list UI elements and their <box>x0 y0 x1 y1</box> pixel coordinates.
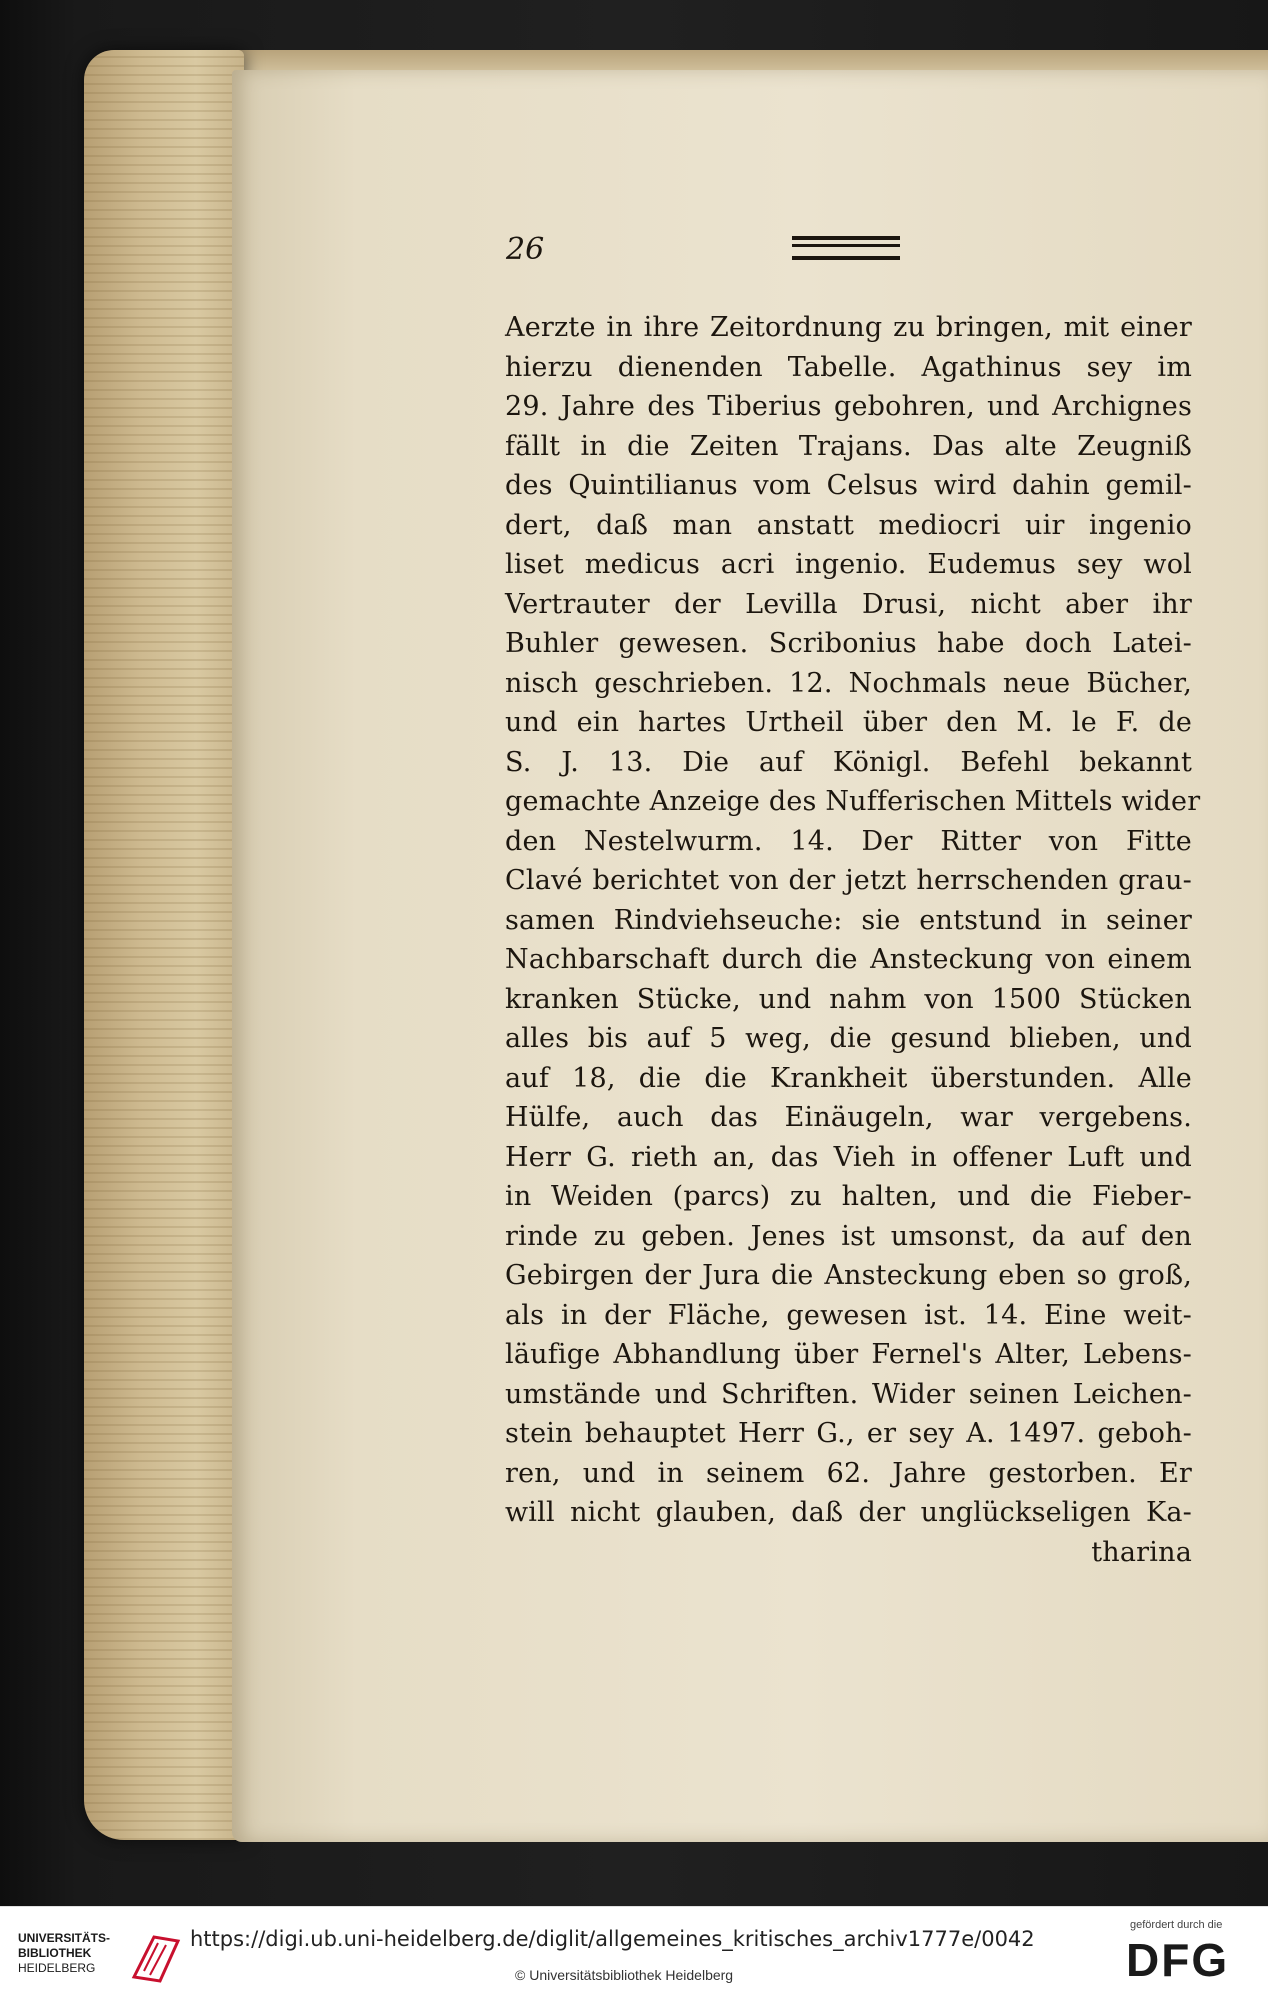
text-line: des Quintilianus vom Celsus wird dahin gemil- <box>505 470 1192 501</box>
text-line: Clavé berichtet von der jetzt herrschenden grau- <box>505 865 1192 896</box>
text-line: den Nestelwurm. 14. Der Ritter von Fitte <box>505 825 1192 857</box>
page-number: 26 <box>506 232 545 267</box>
page-text <box>505 308 1201 1572</box>
footer-bar <box>0 1906 1268 1998</box>
text-line: Buhler gewesen. Scribonius habe doch Latei- <box>505 628 1192 659</box>
text-line: dert, daß man anstatt mediocri uir ingenio <box>505 509 1192 541</box>
text-line: fällt in die Zeiten Trajans. Das alte Zeugniß <box>505 430 1192 462</box>
library-logo[interactable] <box>18 1927 188 1987</box>
text-line: umstände und Schriften. Wider seinen Leichen- <box>505 1378 1192 1410</box>
text-line: S. J. 13. Die auf Königl. Befehl bekannt <box>505 746 1192 778</box>
text-line: rinde zu geben. Jenes ist umsonst, da auf den <box>505 1220 1192 1252</box>
text-line: auf 18, die die Krankheit überstunden. Alle <box>505 1062 1192 1094</box>
text-line: als in der Fläche, gewesen ist. 14. Eine weit- <box>505 1299 1192 1331</box>
book-fore-edge <box>84 50 244 1840</box>
text-line: Nachbarschaft durch die Ansteckung von einem <box>505 944 1192 975</box>
dfg-logo[interactable]: DFG <box>1126 1934 1230 1986</box>
text-line: Aerzte in ihre Zeitordnung zu bringen, mit einer <box>505 312 1192 343</box>
text-line: will nicht glauben, daß der unglückseligen Ka- <box>505 1497 1192 1528</box>
copyright-notice: © Universitätsbibliothek Heidelberg <box>515 1967 734 1983</box>
header-rule <box>792 236 900 260</box>
text-line: tharina <box>1091 1536 1192 1568</box>
text-line: samen Rindviehseuche: sie entstund in seiner <box>505 904 1192 936</box>
library-name-line2: BIBLIOTHEK <box>18 1946 92 1960</box>
library-emblem-icon <box>126 1927 186 1987</box>
text-line: 29. Jahre des Tiberius gebohren, und Archignes <box>505 391 1192 422</box>
text-line: kranken Stücke, und nahm von 1500 Stücken <box>505 983 1192 1015</box>
text-line: gemachte Anzeige des Nufferischen Mittels wider <box>505 786 1201 817</box>
text-line: nisch geschrieben. 12. Nochmals neue Bücher, <box>505 667 1192 699</box>
text-line: hierzu dienenden Tabelle. Agathinus sey im <box>505 351 1192 383</box>
library-name-line3: HEIDELBERG <box>18 1961 96 1975</box>
text-line: in Weiden (parcs) zu halten, und die Fieber- <box>505 1181 1192 1212</box>
text-line: läufige Abhandlung über Fernel's Alter, Lebens- <box>505 1339 1192 1370</box>
permalink-url[interactable]: https://digi.ub.uni-heidelberg.de/diglit/allgemeines_kritisches_archiv1777e/0042 <box>190 1927 1035 1951</box>
text-line: und ein hartes Urtheil über den M. le F. de <box>505 707 1192 738</box>
library-name-line1: UNIVERSITÄTS- <box>18 1931 111 1945</box>
text-line: Hülfe, auch das Einäugeln, war vergebens. <box>505 1102 1192 1133</box>
funding-caption: gefördert durch die <box>1130 1919 1223 1931</box>
text-line: Gebirgen der Jura die Ansteckung eben so groß, <box>505 1260 1192 1291</box>
text-line: liset medicus acri ingenio. Eudemus sey wol <box>505 549 1192 580</box>
text-line: alles bis auf 5 weg, die gesund blieben, und <box>505 1023 1192 1054</box>
text-line: ren, und in seinem 62. Jahre gestorben. Er <box>505 1457 1192 1489</box>
text-line: Herr G. rieth an, das Vieh in offener Luft und <box>505 1141 1192 1173</box>
text-line: stein behauptet Herr G., er sey A. 1497. geboh- <box>505 1418 1192 1449</box>
text-line: Vertrauter der Levilla Drusi, nicht aber ihr <box>505 588 1192 620</box>
library-name <box>18 1931 110 1976</box>
